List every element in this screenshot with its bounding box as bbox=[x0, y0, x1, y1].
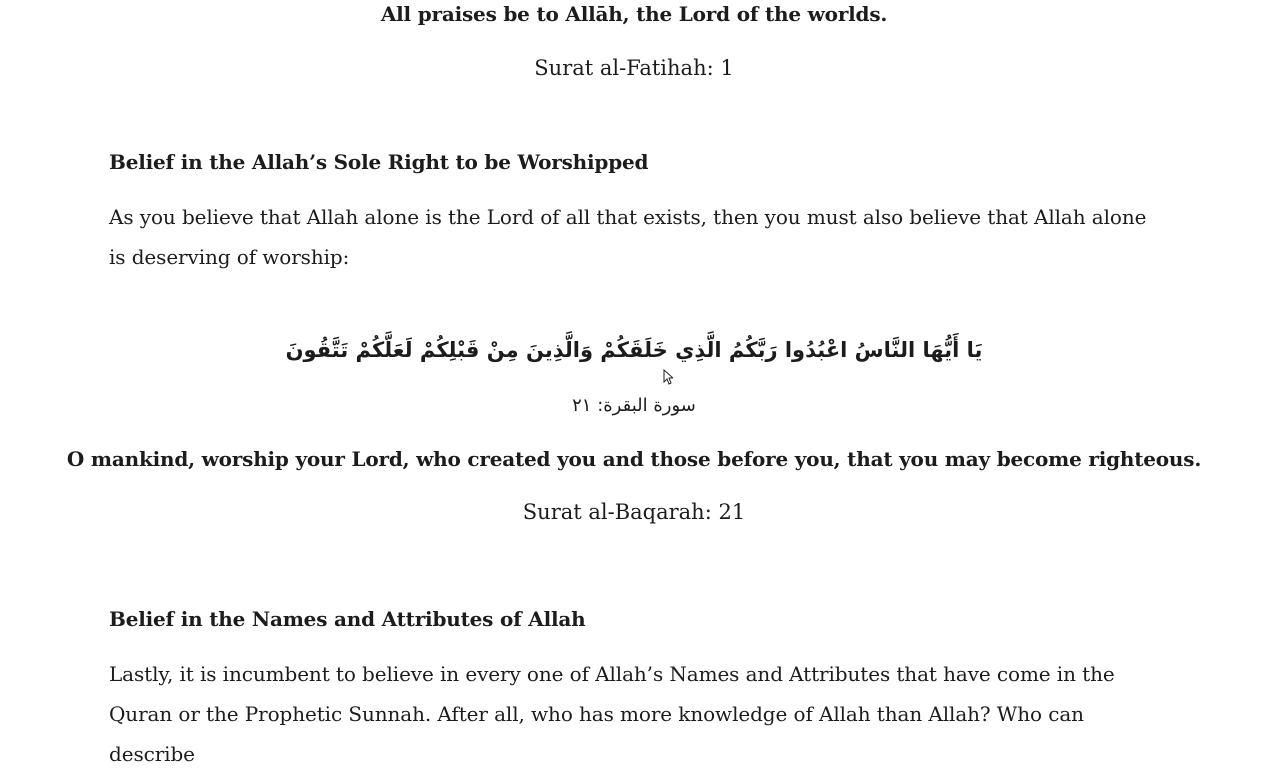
mouse-pointer-icon bbox=[663, 369, 673, 385]
arabic-verse-baqarah: يَا أَيُّهَا النَّاسُ اعْبُدُوا رَبَّكُمُ الَّذِي خَلَقَكُمْ وَالَّذِينَ مِنْ قَبْلِكُمْ لَعَلَّكُمْ تَتَّقُونَ bbox=[285, 338, 983, 362]
section-paragraph-names-attributes: Lastly, it is incumbent to believe in every one of Allah’s Names and Attributes that have come in the Quran or the Prophetic Sunnah. After all, who has more knowledge of Allah than Allah? Who can describe bbox=[109, 662, 1115, 766]
section-heading-names-attributes: Belief in the Names and Attributes of Allah bbox=[109, 607, 586, 631]
arabic-reference-baqarah: سورة البقرة: ٢١ bbox=[572, 395, 696, 416]
section-heading-worship: Belief in the Allah’s Sole Right to be Worshipped bbox=[109, 150, 649, 174]
verse-reference-baqarah: Surat al-Baqarah: 21 bbox=[522, 500, 746, 524]
section-paragraph-worship: As you believe that Allah alone is the Lord of all that exists, then you must also believe that Allah alone is deserving of worship: bbox=[109, 205, 1147, 269]
verse-translation-baqarah: O mankind, worship your Lord, who created you and those before you, that you may become righteous. bbox=[66, 447, 1202, 471]
verse-translation-fatihah: All praises be to Allāh, the Lord of the worlds. bbox=[380, 2, 888, 26]
verse-reference-fatihah: Surat al-Fatihah: 1 bbox=[534, 56, 734, 80]
